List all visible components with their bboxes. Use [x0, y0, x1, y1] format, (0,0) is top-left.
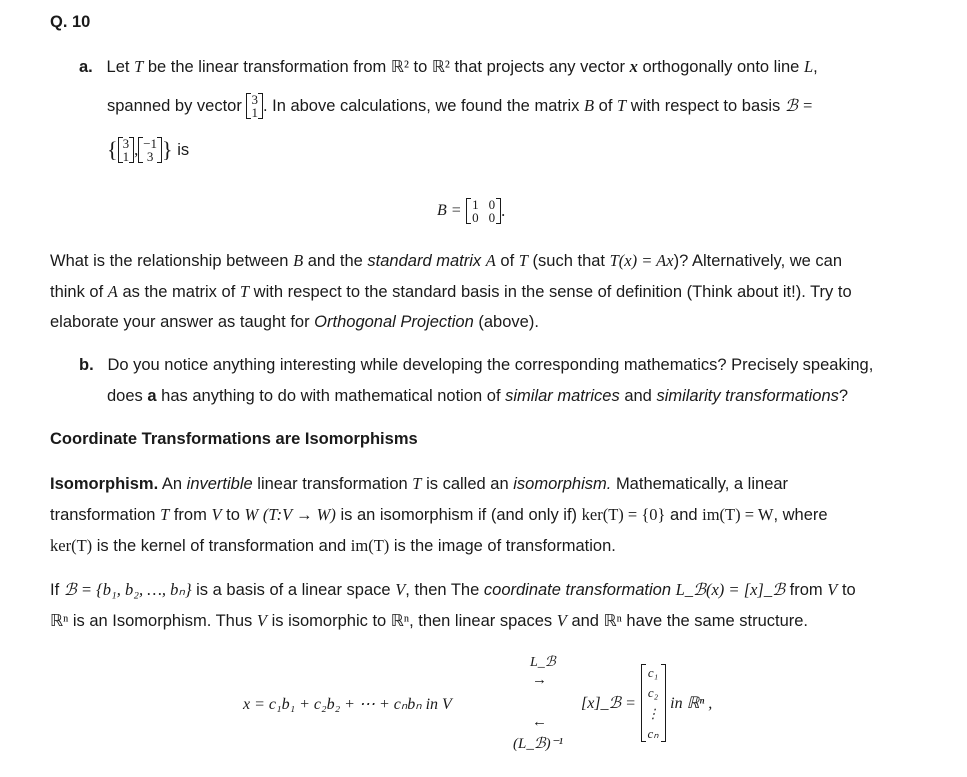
- isomorphism-line-1: Isomorphism. An invertible linear transformation T is called an isomorphism. Mathematically, a linear: [50, 474, 789, 493]
- relationship-line-1: What is the relationship between B and the standard matrix A of T (such that T(x) = Ax)? Alternatively, we can: [50, 251, 843, 270]
- part-a-marker: a.: [79, 58, 93, 76]
- basis-vector-1: 3 1: [118, 137, 135, 163]
- coordinate-line-2: ℝⁿ is an Isomorphism. Thus V is isomorphic to ℝⁿ, then linear spaces V and ℝⁿ have the same structure.: [50, 611, 809, 630]
- diagram-rhs: [x]_ℬ = c₁ c₂ ⋮ cₙ in ℝⁿ ,: [581, 665, 713, 741]
- spanning-vector: 3 1: [246, 93, 263, 119]
- part-a-line-1: a. Let T be the linear transformation from ℝ² to ℝ² that projects any vector x orthogonally onto line L,: [79, 57, 818, 76]
- part-b-marker: b.: [79, 356, 94, 374]
- question-number: Q. 10: [50, 13, 91, 31]
- part-b-line-2: does a has anything to do with mathematical notion of similar matrices and similarity transformations?: [107, 387, 849, 405]
- diagram-lhs: x = c₁b₁ + c₂b₂ + ⋯ + cₙbₙ in V: [243, 696, 452, 713]
- isomorphism-line-2: transformation T from V to W (T:V → W) is an isomorphism if (and only if) ker(T) = {0} and im(T) = W, where: [50, 505, 828, 524]
- diagram-top-label: L_ℬ: [530, 655, 556, 670]
- relationship-line-3: elaborate your answer as taught for Orthogonal Projection (above).: [50, 313, 539, 331]
- coordinate-line-1: If ℬ = {b₁, b₂, …, bₙ} is a basis of a linear space V, then The coordinate transformation L_ℬ(x) = [x]_ℬ from V to: [50, 580, 856, 599]
- part-a-line-2: spanned by vector 3 1 . In above calculations, we found the matrix B of T with respect to basis ℬ =: [107, 92, 814, 120]
- isomorphism-line-3: ker(T) is the kernel of transformation and im(T) is the image of transformation.: [50, 536, 616, 555]
- matrix-b-equation: B = 1 0 0 0 .: [437, 197, 506, 225]
- basis-set: { 3 1 , −1 3 } is: [107, 136, 190, 164]
- diagram-bottom-label: (L_ℬ)⁻¹: [513, 736, 564, 752]
- diagram-right-arrow: →: [532, 672, 547, 688]
- relationship-line-2: think of A as the matrix of T with respect to the standard basis in the sense of definition (Think about it!). Try to: [50, 282, 852, 301]
- coordinate-vector: c₁ c₂ ⋮ cₙ: [641, 664, 666, 742]
- matrix-b: 1 0 0 0: [466, 198, 501, 224]
- diagram-left-arrow: ←: [532, 714, 547, 730]
- basis-vector-2: −1 3: [138, 137, 162, 163]
- part-b-line-1: b. Do you notice anything interesting while developing the corresponding mathematics? Precisely speaking,: [79, 356, 874, 374]
- section-heading: Coordinate Transformations are Isomorphisms: [50, 430, 418, 448]
